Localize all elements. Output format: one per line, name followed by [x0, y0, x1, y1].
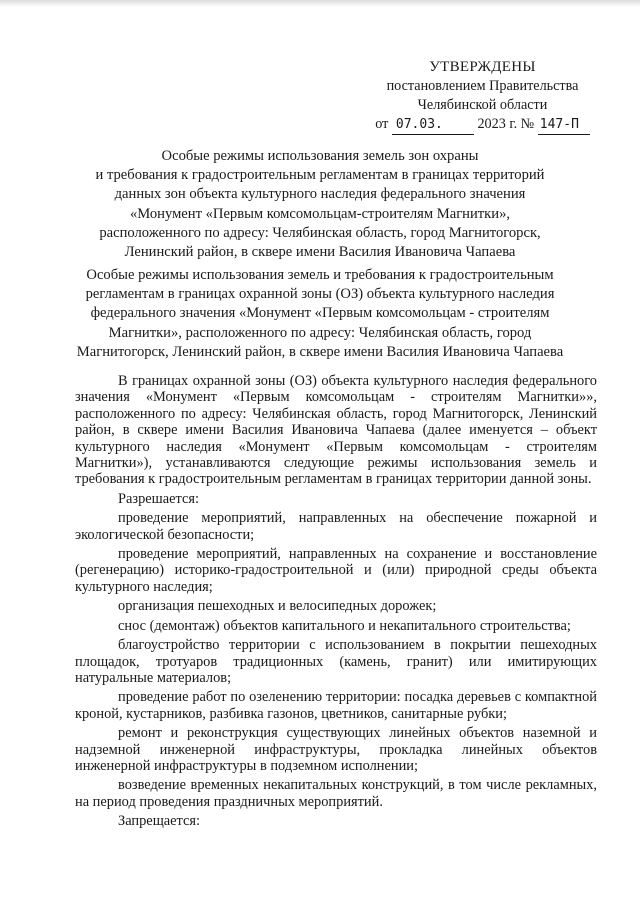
approval-from-prefix: от	[375, 116, 389, 132]
approval-line-2: Челябинской области	[417, 97, 548, 113]
forbidden-label: Запрещается:	[118, 813, 201, 830]
approval-stamp	[360, 58, 605, 135]
section-title	[40, 266, 600, 362]
approval-heading: УТВЕРЖДЕНЫ	[429, 59, 536, 75]
allowed-item: снос (демонтаж) объектов капитального и некапитального строительства;	[118, 617, 571, 634]
section-title-line: Магнитки», расположенного по адресу: Челябинская область, город	[108, 324, 532, 341]
section-title-line: регламентам в границах охранной зоны (ОЗ) объекта культурного наследия	[85, 286, 555, 303]
allowed-item: ремонт и реконструкция существующих линейных объектов наземной и надземной инженерной инфраструктуры, прокладка линейных объектов инженерной инфраструктуры в подземном исполнении;	[75, 725, 597, 774]
title-line: расположенного по адресу: Челябинская область, город Магнитогорск,	[99, 224, 541, 241]
section-title-line: Магнитогорск, Ленинский район, в сквере имени Василия Ивановича Чапаева	[76, 343, 564, 360]
document-title	[40, 147, 600, 262]
allowed-item: проведение мероприятий, направленных на сохранение и восстановление (регенерацию) историко-градостроительной и (или) природной среды объекта культурного наследия;	[75, 546, 597, 595]
approval-number-field	[538, 115, 590, 135]
allowed-item: организация пешеходных и велосипедных дорожек;	[118, 598, 437, 615]
title-line: «Монумент «Первым комсомольцам-строителям Магнитки»,	[129, 205, 511, 222]
approval-date: 07.03.	[395, 117, 443, 132]
document-body	[75, 373, 597, 833]
approval-year-text: 2023 г. №	[477, 116, 535, 132]
title-line: данных зон объекта культурного наследия федерального значения	[114, 186, 526, 203]
allowed-item: проведение работ по озеленению территории: посадка деревьев с компактной кроной, кустарников, разбивка газонов, цветников, санитарные рубки;	[75, 689, 597, 722]
allowed-item: возведение временных некапитальных конструкций, в том числе рекламных, на период проведения праздничных мероприятий.	[75, 777, 597, 810]
allowed-item: проведение мероприятий, направленных на обеспечение пожарной и экологической безопасности;	[75, 510, 597, 543]
intro-paragraph: В границах охранной зоны (ОЗ) объекта культурного наследия федерального значения «Монумент «Первым комсомольцам - строителям Магнитки»», расположенного по адресу: Челябинская область, город Магнитогорск, Ленинский район, в сквере имени Василия Ивановича Чапаева (далее именуется – объект культурного наследия «Монумент «Первым комсомольцам - строителям Магнитки»), устанавливаются следующие режимы использования земель и требования к градостроительным регламентам в границах территории данной зоны.	[75, 373, 597, 488]
section-title-line: федерального значения «Монумент «Первым комсомольцам - строителям	[90, 305, 550, 322]
approval-line-1: постановлением Правительства	[386, 78, 579, 94]
section-title-line: Особые режимы использования земель и требования к градостроительным	[86, 267, 554, 283]
approval-number: 147-П	[539, 117, 579, 132]
approval-date-field	[392, 115, 474, 135]
title-line: Особые режимы использования земель зон охраны	[161, 148, 479, 164]
allowed-label: Разрешается:	[118, 490, 199, 507]
allowed-item: благоустройство территории с использованием в покрытии пешеходных площадок, тротуаров традиционных (камень, гранит) или имитирующих натуральные материалов;	[75, 637, 597, 686]
title-line: и требования к градостроительным регламентам в границах территорий	[95, 167, 545, 184]
approval-date-number	[360, 115, 605, 135]
scan-top-edge	[0, 0, 640, 7]
title-line: Ленинский район, в сквере имени Василия Ивановича Чапаева	[124, 244, 516, 261]
